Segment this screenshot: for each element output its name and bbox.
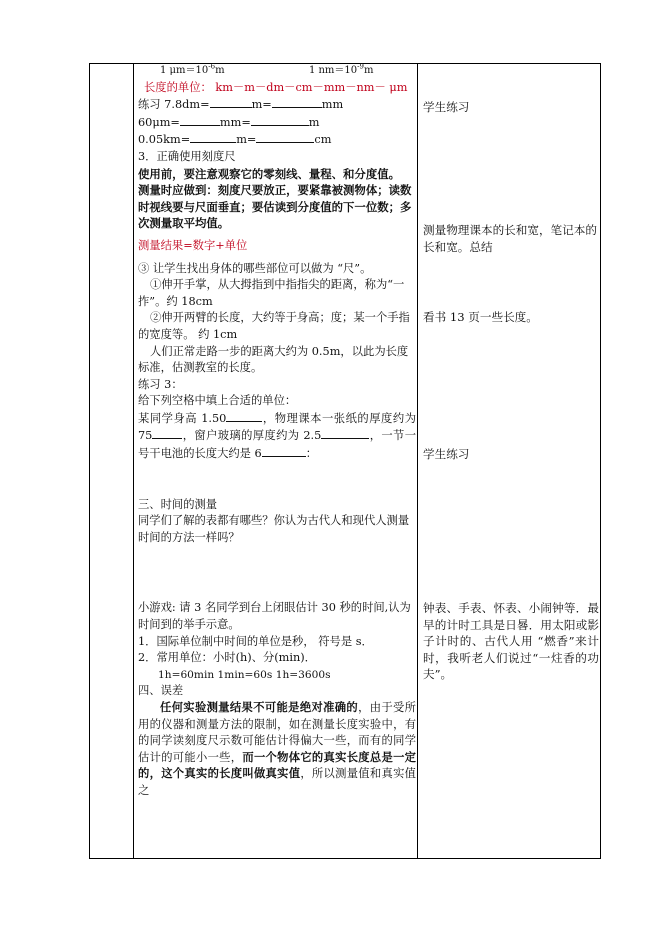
common-time-units: 2．常用单位：小时(h)、分(min)． — [138, 651, 316, 665]
blank — [210, 96, 252, 108]
table-bottom-border — [89, 858, 600, 859]
ruler-title: 3．正确使用刻度尺 — [138, 149, 236, 163]
exercise-2a: 60μm= — [138, 115, 180, 129]
nanometer-definition: 1 nm＝10 — [308, 65, 358, 76]
exercise-2b: mm= — [219, 115, 251, 129]
table-left-border — [89, 63, 90, 859]
step-length-text: 人们正常走路一步的距离大约为 0.5m，以此为长度标准，估测教室的长度。 — [138, 344, 409, 375]
units-line — [138, 63, 416, 80]
time-conversions: 1h=60min 1min=60s 1h=3600s — [158, 668, 331, 681]
time-question: 同学们了解的表都有哪些？你认为古代人和现代人测量时间的方法一样吗？ — [138, 514, 410, 544]
exercise-3b: m= — [236, 133, 257, 147]
exercise3-prompt: 给下列空格中填上合适的单位： — [138, 394, 297, 408]
column-divider-2 — [417, 63, 418, 859]
table-right-border — [600, 63, 601, 859]
time-title: 三、时间的测量 — [138, 497, 218, 511]
error-paragraph — [138, 700, 416, 800]
mini-game-text: 小游戏: 请 3 名同学到台上闭眼估计 30 秒的时间,认为时间到的举手示意。 — [138, 601, 411, 632]
student-practice-1: 学生练习 — [423, 100, 470, 114]
error-text-1: ，由于受所用的仪器和测量方法的限制，如在测量长度实验中，有的同学读刻度尺示数可能估计得偏大一些，而有的同学估计的可能小一些， — [138, 701, 416, 764]
exercise3-a: 某同学身高 1.50 — [138, 411, 227, 425]
blank — [272, 96, 322, 108]
blank — [262, 445, 306, 457]
exercise-3c: cm — [314, 133, 332, 147]
lesson-content-column — [138, 63, 416, 800]
column-divider-1 — [133, 63, 134, 859]
exercise-1c: mm — [321, 98, 344, 112]
blank — [152, 427, 182, 439]
student-practice-2: 学生练习 — [423, 447, 470, 461]
exercise-1b: m= — [251, 98, 272, 112]
exercise-line-1 — [138, 96, 416, 114]
exercise3-title: 练习 3： — [138, 377, 183, 391]
blank — [190, 131, 236, 143]
exercise3-e: ： — [305, 447, 318, 461]
micrometer-unit: m — [215, 65, 225, 76]
exercise-line-3 — [138, 131, 416, 149]
blank — [251, 114, 309, 126]
exercise3-d: ，一节一号干电池的长度大约是 6 — [138, 429, 416, 461]
error-text-2: ，所以测量值和真实值之 — [138, 767, 416, 797]
nanometer-unit: m — [363, 65, 374, 76]
before-use-text: 使用前，要注意观察它的零刻线、量程、和分度值。 — [138, 166, 400, 181]
error-bold-1: 任何实验测量结果不可能是绝对准确的 — [160, 701, 359, 714]
blank — [180, 114, 220, 126]
micrometer-definition: 1 μm＝10 — [160, 65, 209, 76]
measure-book-text: 测量物理课本的长和宽，笔记本的长和宽。总结 — [423, 223, 597, 254]
exercise3-b: ，物理课本一张纸的厚度约为 75 — [138, 411, 416, 443]
blank — [321, 427, 369, 439]
exercise3-c: ，窗户玻璃的厚度约为 2.5 — [182, 429, 322, 443]
error-bold-2: 而一个物体它的真实长度总是一定的，这个真实的长度叫做真实值 — [138, 750, 416, 781]
exercise-2c: m — [308, 115, 320, 129]
si-unit-time: 1．国际单位制中时间的单位是秒， 符号是 s． — [138, 634, 373, 648]
body-parts-question: ③ 让学生找出身体的哪些部位可以做为 “尺”。 — [138, 261, 372, 275]
exercise-3a: 0.05km= — [138, 133, 191, 147]
result-formula: 测量结果=数字+单位 — [138, 238, 248, 252]
exercise3-body — [138, 410, 416, 463]
error-title: 四、误差 — [138, 684, 184, 698]
when-measuring-text: 测量时应做到：刻度尺要放正，要紧靠被测物体；读数时视线要与尺面垂直；要估读到分度值的下一位数；多次测量取平均值。 — [138, 183, 412, 231]
hand-span-text: ①伸开手掌，从大拇指到中指指尖的距离，称为“一拃”。约 18cm — [138, 278, 405, 308]
blank — [226, 410, 262, 422]
exercise-line-2 — [138, 114, 416, 132]
arm-span-text: ②伸开两臂的长度，大约等于身高；度；某一个手指的宽度等。 约 1cm — [138, 311, 410, 341]
nanometer-exponent: -9 — [357, 62, 364, 71]
read-book-text: 看书 13 页一些长度。 — [423, 310, 538, 324]
exercise-1a: 练习 7.8dm= — [138, 98, 210, 112]
clocks-text: 钟表、手表、怀表、小闹钟等．最早的计时工具是日晷．用太阳或影子计时的、古代人用 “燃香”来计时，我听老人们说过“一炷香的功夫”。 — [423, 601, 599, 682]
length-units-red: 长度的单位： km－m－dm－cm－mm－nm－ μm — [144, 80, 408, 94]
blank — [256, 131, 314, 143]
micrometer-exponent: -6 — [208, 62, 216, 71]
